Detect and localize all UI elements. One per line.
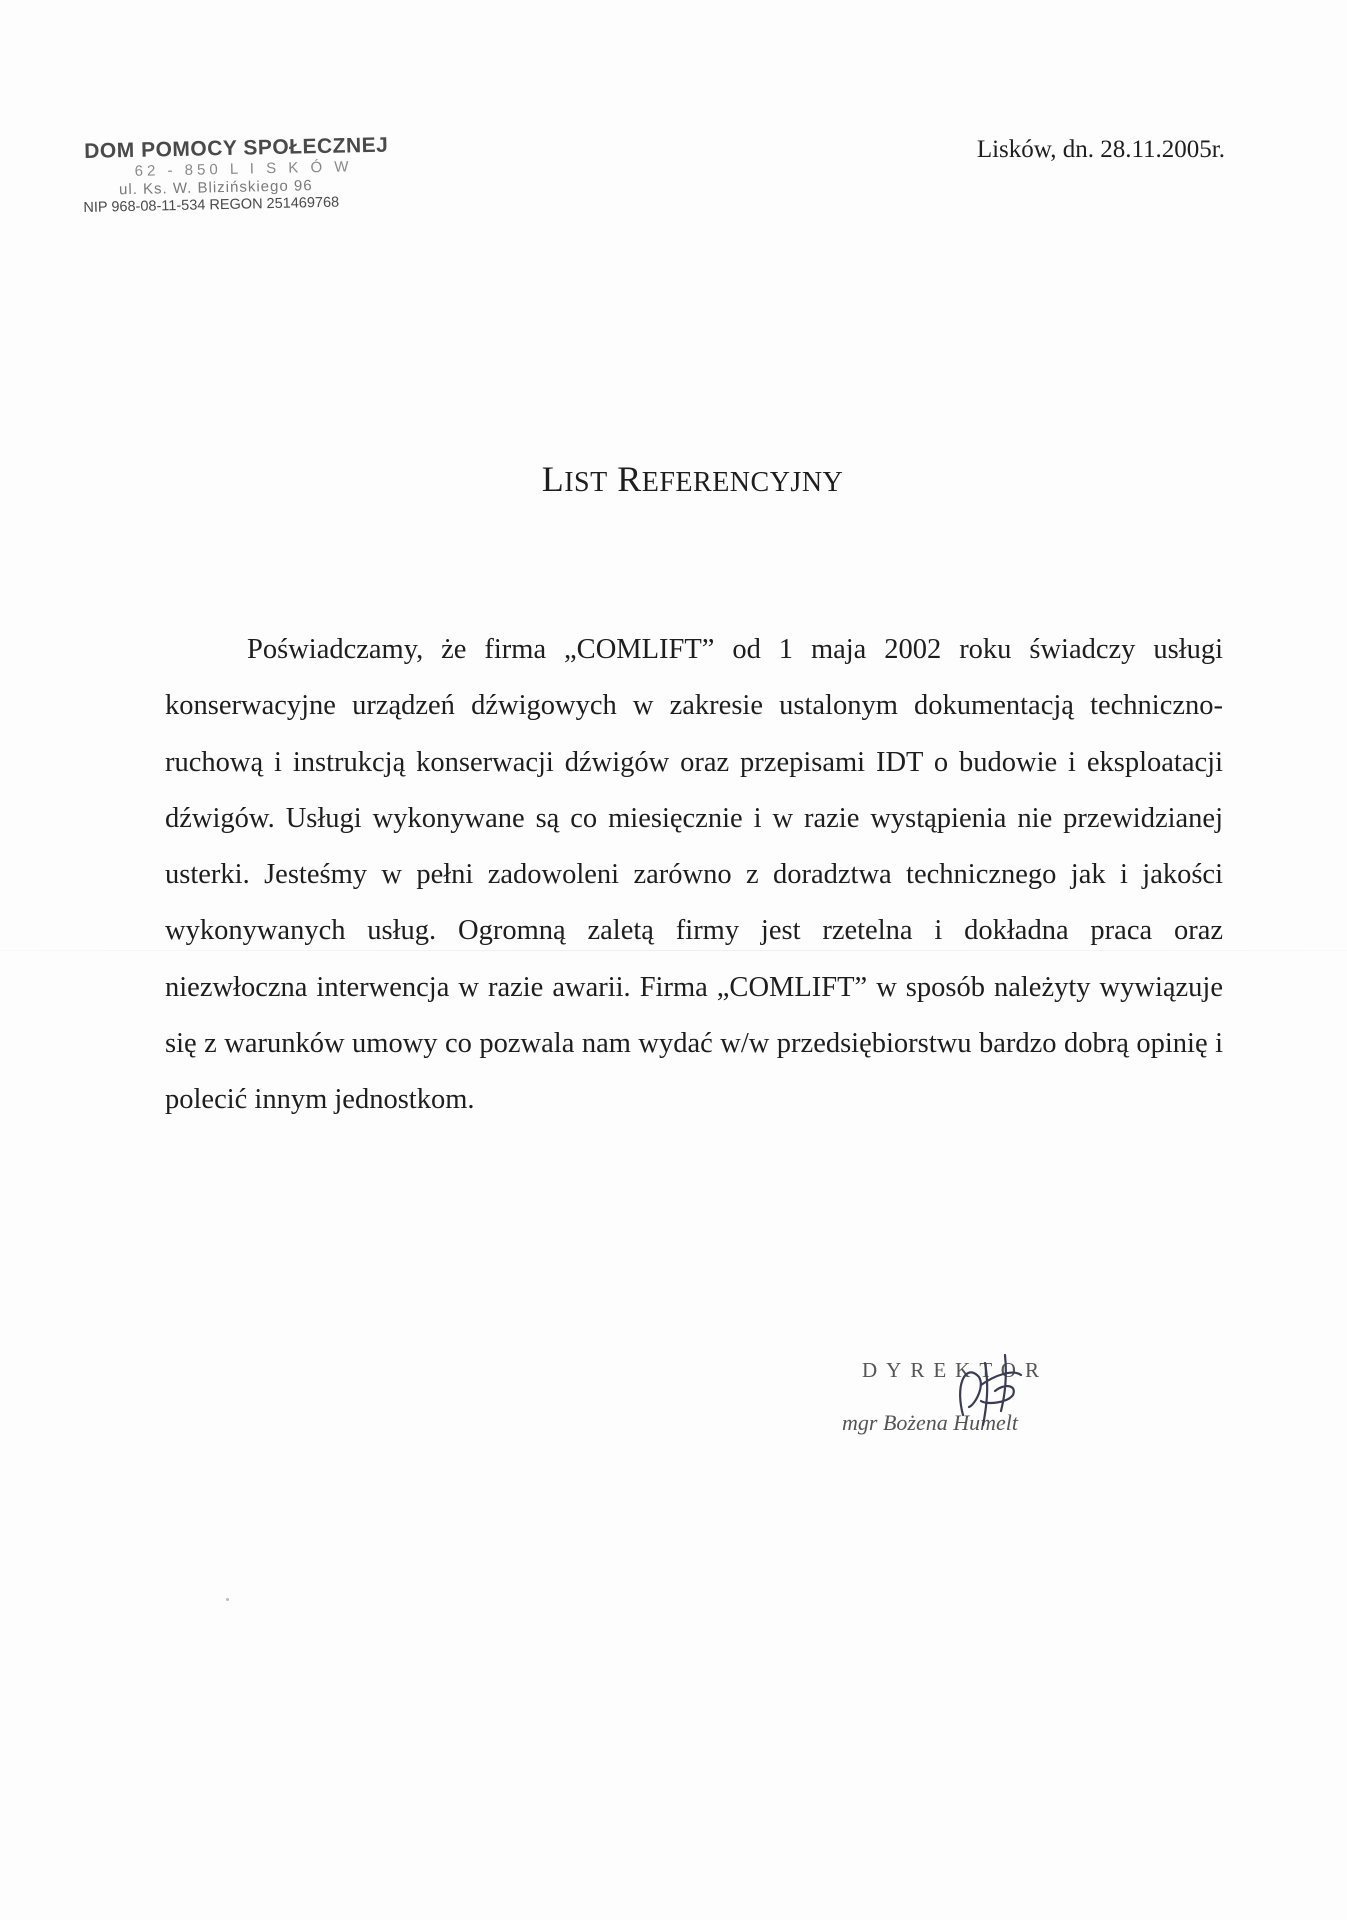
letter-body-paragraph: Poświadczamy, że firma „COMLIFT” od 1 maja 2002 roku świadczy usługi konserwacyjne urządzeń dźwigowych w zakresie ustalonym dokumentacją techniczno-ruchową i instrukcją konserwacji dźwigów oraz przepisami IDT o budowie i eksploatacji dźwigów. Usługi wykonywane są co miesięcznie i w razie wystąpienia nie przewidzianej usterki. Jesteśmy w pełni zadowoleni zarówno z doradztwa technicznego jak i jakości wykonywanych usług. Ogromną zaletą firmy jest rzetelna i dokładna praca oraz niezwłoczna interwencja w razie awarii. Firma „COMLIFT” w sposób należyty wywiązuje się z warunków umowy co pozwala nam wydać w/w przedsiębiorstwu bardzo dobrą opinię i polecić innym jednostkom. bbox=[165, 634, 1223, 1116]
institution-stamp bbox=[82, 133, 404, 217]
stamp-tax-ids: NIP 968-08-11-534 REGON 251469768 bbox=[83, 194, 340, 217]
title-word1-initial: L bbox=[541, 459, 565, 499]
signatory-position: DYREKTOR bbox=[862, 1358, 1048, 1382]
stamp-institution-name: DOM POMOCY SPOŁECZNEJ bbox=[83, 133, 389, 163]
stamp-street-address: ul. Ks. W. Blizińskiego 96 bbox=[118, 176, 313, 198]
stamp-postal-city: 62 - 850 L I S K Ó W bbox=[134, 158, 353, 180]
handwritten-signature-icon bbox=[935, 1345, 1055, 1435]
title-word1-rest: IST bbox=[564, 467, 608, 498]
signatory-name: mgr Bożena Humelt bbox=[842, 1410, 1018, 1435]
title-word2-rest: EFERENCYJNY bbox=[641, 467, 844, 498]
letter-title bbox=[0, 458, 1347, 500]
letter-date: Lisków, dn. 28.11.2005r. bbox=[976, 136, 1225, 163]
title-word2-initial: R bbox=[617, 459, 642, 499]
scan-speck bbox=[226, 1598, 229, 1601]
